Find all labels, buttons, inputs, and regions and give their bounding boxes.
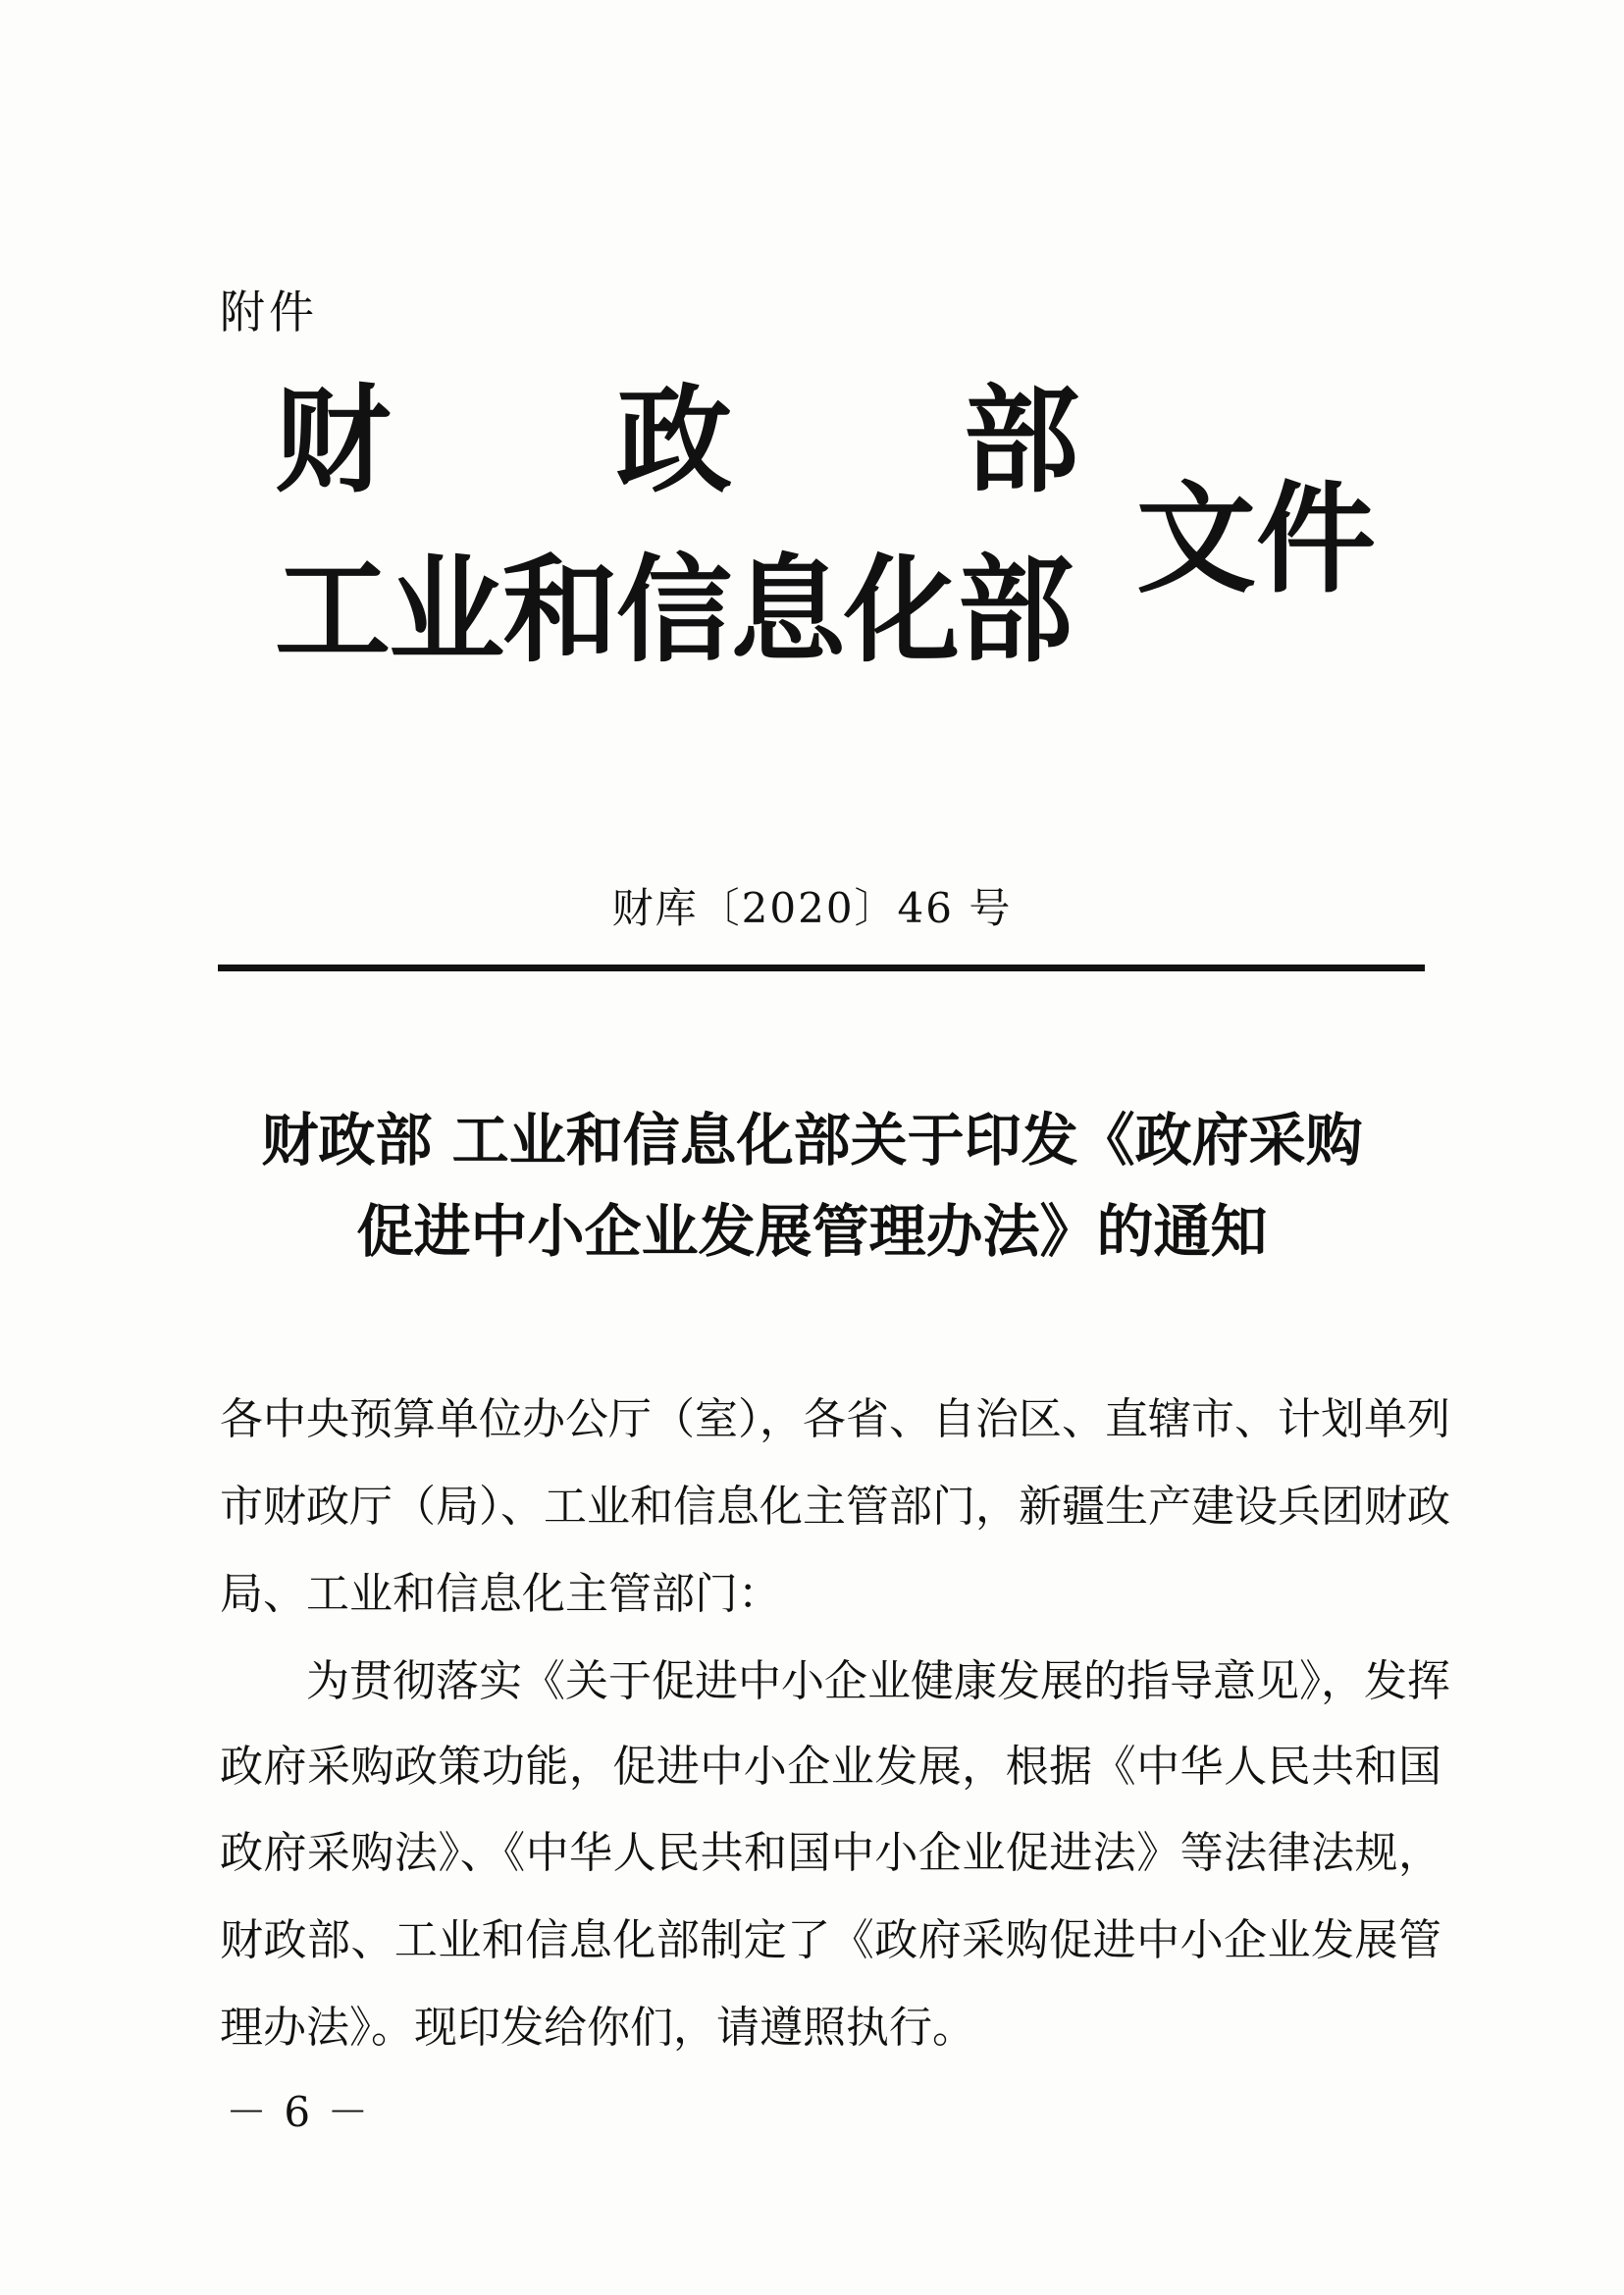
addressee-line-2: 市财政厅（局）、工业和信息化主管部门，新疆生产建设兵团财政 — [220, 1482, 1450, 1532]
issuer-miit: 工业和信息化部 — [275, 542, 1073, 678]
document-type-suffix: 文件 — [1136, 468, 1376, 609]
body-paragraph-line-4: 财政部、工业和信息化部制定了《政府采购促进中小企业发展管 — [220, 1915, 1441, 1965]
body-paragraph-line-3: 政府采购法》、《中华人民共和国中小企业促进法》等法律法规， — [220, 1828, 1441, 1878]
document-number: 财库〔2020〕46 号 — [611, 884, 1013, 932]
issuer-finance-char-1: 财 — [275, 372, 392, 508]
addressee-line-3: 局、工业和信息化主管部门： — [220, 1569, 781, 1619]
header-divider — [218, 965, 1425, 971]
document-title-line-1: 财政部 工业和信息化部关于印发《政府采购 — [261, 1107, 1363, 1174]
page-number: － 6 － — [226, 2088, 371, 2136]
addressee-line-1: 各中央预算单位办公厅（室），各省、自治区、直辖市、计划单列 — [220, 1394, 1450, 1444]
body-paragraph-line-2: 政府采购政策功能，促进中小企业发展，根据《中华人民共和国 — [220, 1742, 1441, 1792]
issuer-finance-char-2: 政 — [616, 372, 733, 508]
document-title-line-2: 促进中小企业发展管理办法》的通知 — [356, 1198, 1268, 1265]
body-paragraph-line-5: 理办法》。现印发给你们，请遵照执行。 — [220, 2003, 975, 2053]
issuer-finance-char-3: 部 — [964, 372, 1080, 508]
body-paragraph-line-1: 为贯彻落实《关于促进中小企业健康发展的指导意见》，发挥 — [306, 1656, 1450, 1706]
attachment-label: 附件 — [220, 286, 318, 339]
